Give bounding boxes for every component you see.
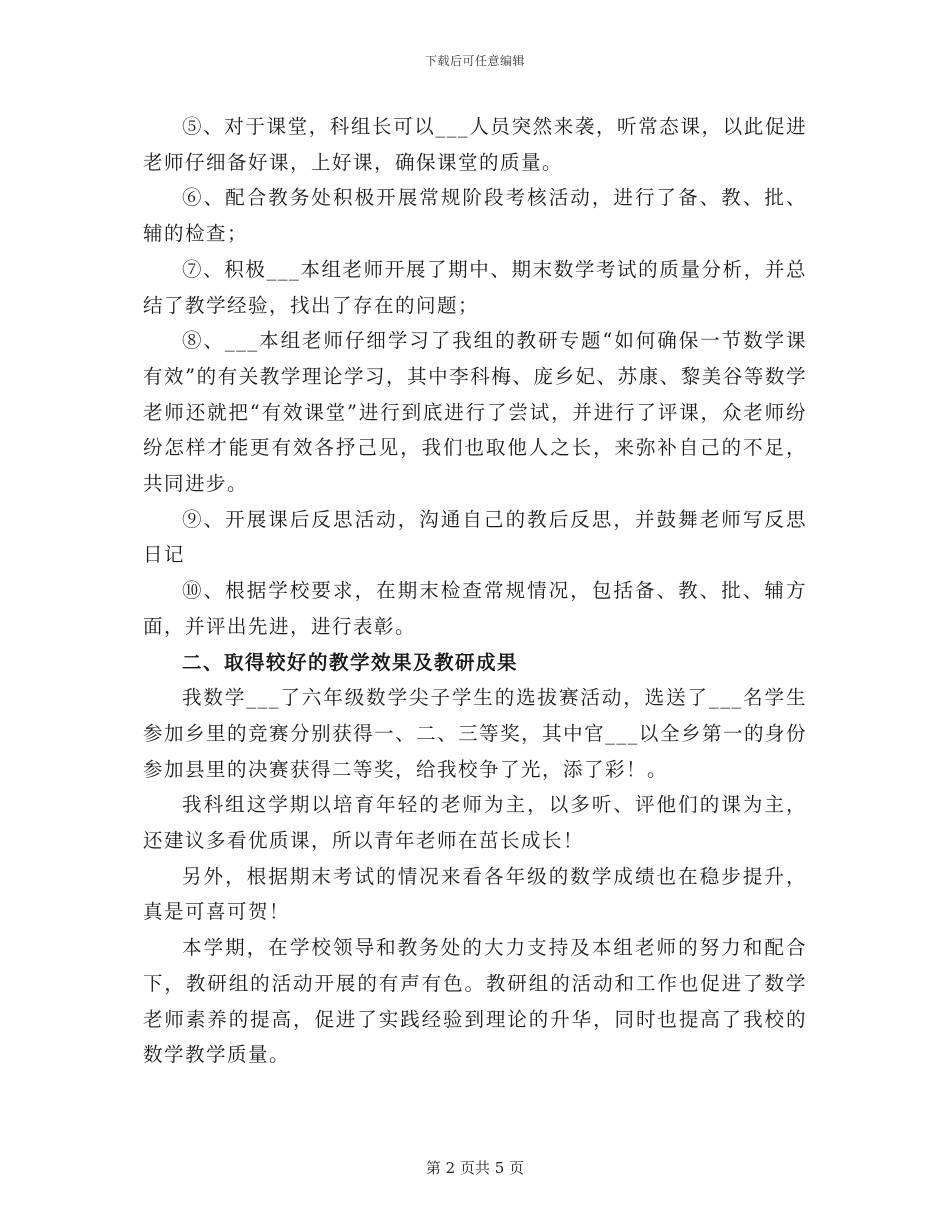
paragraph-item-10: ⑩、根据学校要求，在期末检查常规情况，包括备、教、批、辅方面，并评出先进，进行表彰。: [143, 579, 807, 638]
page-header: 下载后可任意编辑: [424, 54, 525, 68]
document-body: [143, 109, 807, 1073]
paragraph-competition: 我数学___了六年级数学尖子学生的选拔赛活动，选送了___名学生参加乡里的竞赛分别获得一、二、三等奖，其中官___以全乡第一的身份参加县里的决赛获得二等奖，给我校争了光，添了彩！。: [143, 686, 807, 781]
paragraph-item-9: ⑨、开展课后反思活动，沟通自己的教后反思，并鼓舞老师写反思日记: [143, 507, 807, 567]
paragraph-young-teachers: 我科组这学期以培育年轻的老师为主，以多听、评他们的课为主，还建议多看优质课，所以青年老师在茁长成长！: [143, 793, 807, 853]
paragraph-item-6: ⑥、配合教务处积极开展常规阶段考核活动，进行了备、教、批、辅的检查；: [143, 186, 807, 246]
section-heading: 二、取得较好的教学效果及教研成果: [182, 650, 519, 674]
paragraph-item-8: ⑧、___本组老师仔细学习了我组的教研专题“如何确保一节数学课有效”的有关教学理论学习，其中李科梅、庞乡妃、苏康、黎美谷等数学老师还就把“有效课堂”进行到底进行了尝试，并进行了评课，众老师纷纷怎样才能更有效各抒己见，我们也取他人之长，来弥补自己的不足，共同进步。: [143, 329, 807, 496]
paragraph-exam-results: 另外，根据期末考试的情况来看各年级的数学成绩也在稳步提升，真是可喜可贺！: [143, 864, 807, 924]
paragraph-item-7: ⑦、积极___本组老师开展了期中、期末数学考试的质量分析，并总结了教学经验，找出了存在的问题；: [143, 257, 807, 317]
page-number: 第 2 页共 5 页: [425, 1159, 525, 1177]
paragraph-item-5: ⑤、对于课堂，科组长可以___人员突然来袭，听常态课，以此促进老师仔细备好课，上好课，确保课堂的质量。: [143, 115, 807, 174]
paragraph-summary: 本学期，在学校领导和教务处的大力支持及本组老师的努力和配合下，教研组的活动开展的有声有色。教研组的活动和工作也促进了数学老师素养的提高，促进了实践经验到理论的升华，同时也提高了我校的数学教学质量。: [143, 936, 807, 1067]
